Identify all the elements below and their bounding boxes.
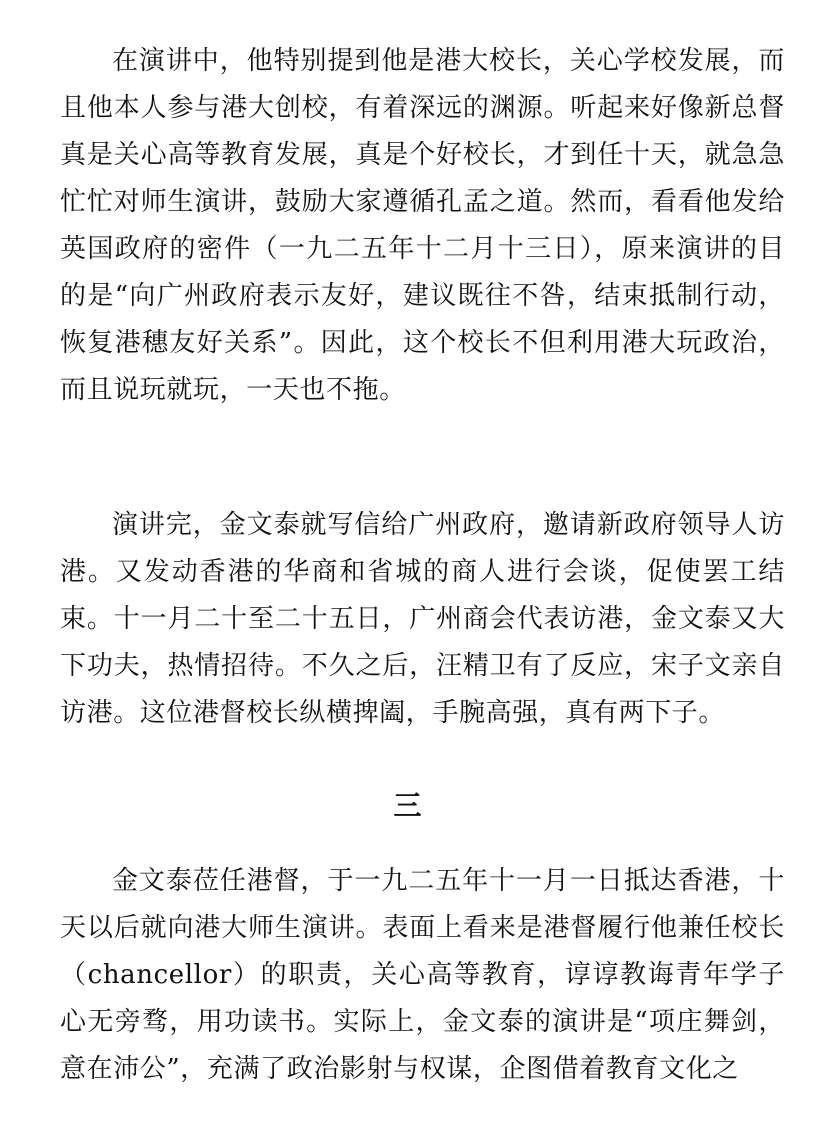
body-paragraph-1: 在演讲中，他特别提到他是港大校长，关心学校发展，而且他本人参与港大创校，有着深远的渊源。听起来好像新总督真是关心高等教育发展，真是个好校长，才到任十天，就急急忙忙对师生演讲，鼓励大家遵循孔孟之道。然而，看看他发给英国政府的密件（一九二五年十二月十三日），原来演讲的目的是“向广州政府表示友好，建议既往不咎，结束抵制行动，恢复港穗友好关系”。因此，这个校长不但利用港大玩政治，而且说玩就玩，一天也不拖。 — [60, 46, 785, 405]
section-heading: 三 — [393, 789, 422, 822]
body-paragraph-2: 演讲完，金文泰就写信给广州政府，邀请新政府领导人访港。又发动香港的华商和省城的商人进行会谈，促使罢工结束。十一月二十至二十五日，广州商会代表访港，金文泰又大下功夫，热情招待。不久之后，汪精卫有了反应，宋子文亲自访港。这位港督校长纵横捭阖，手腕高强，真有两下子。 — [60, 510, 785, 728]
body-paragraph-3: 金文泰莅任港督，于一九二五年十一月一日抵达香港，十天以后就向港大师生演讲。表面上看来是港督履行他兼任校长（chancellor）的职责，关心高等教育，谆谆教诲青年学子心无旁骛，用功读书。实际上，金文泰的演讲是“项庄舞剑，意在沛公”，充满了政治影射与权谋，企图借着教育文化之 — [60, 866, 785, 1084]
